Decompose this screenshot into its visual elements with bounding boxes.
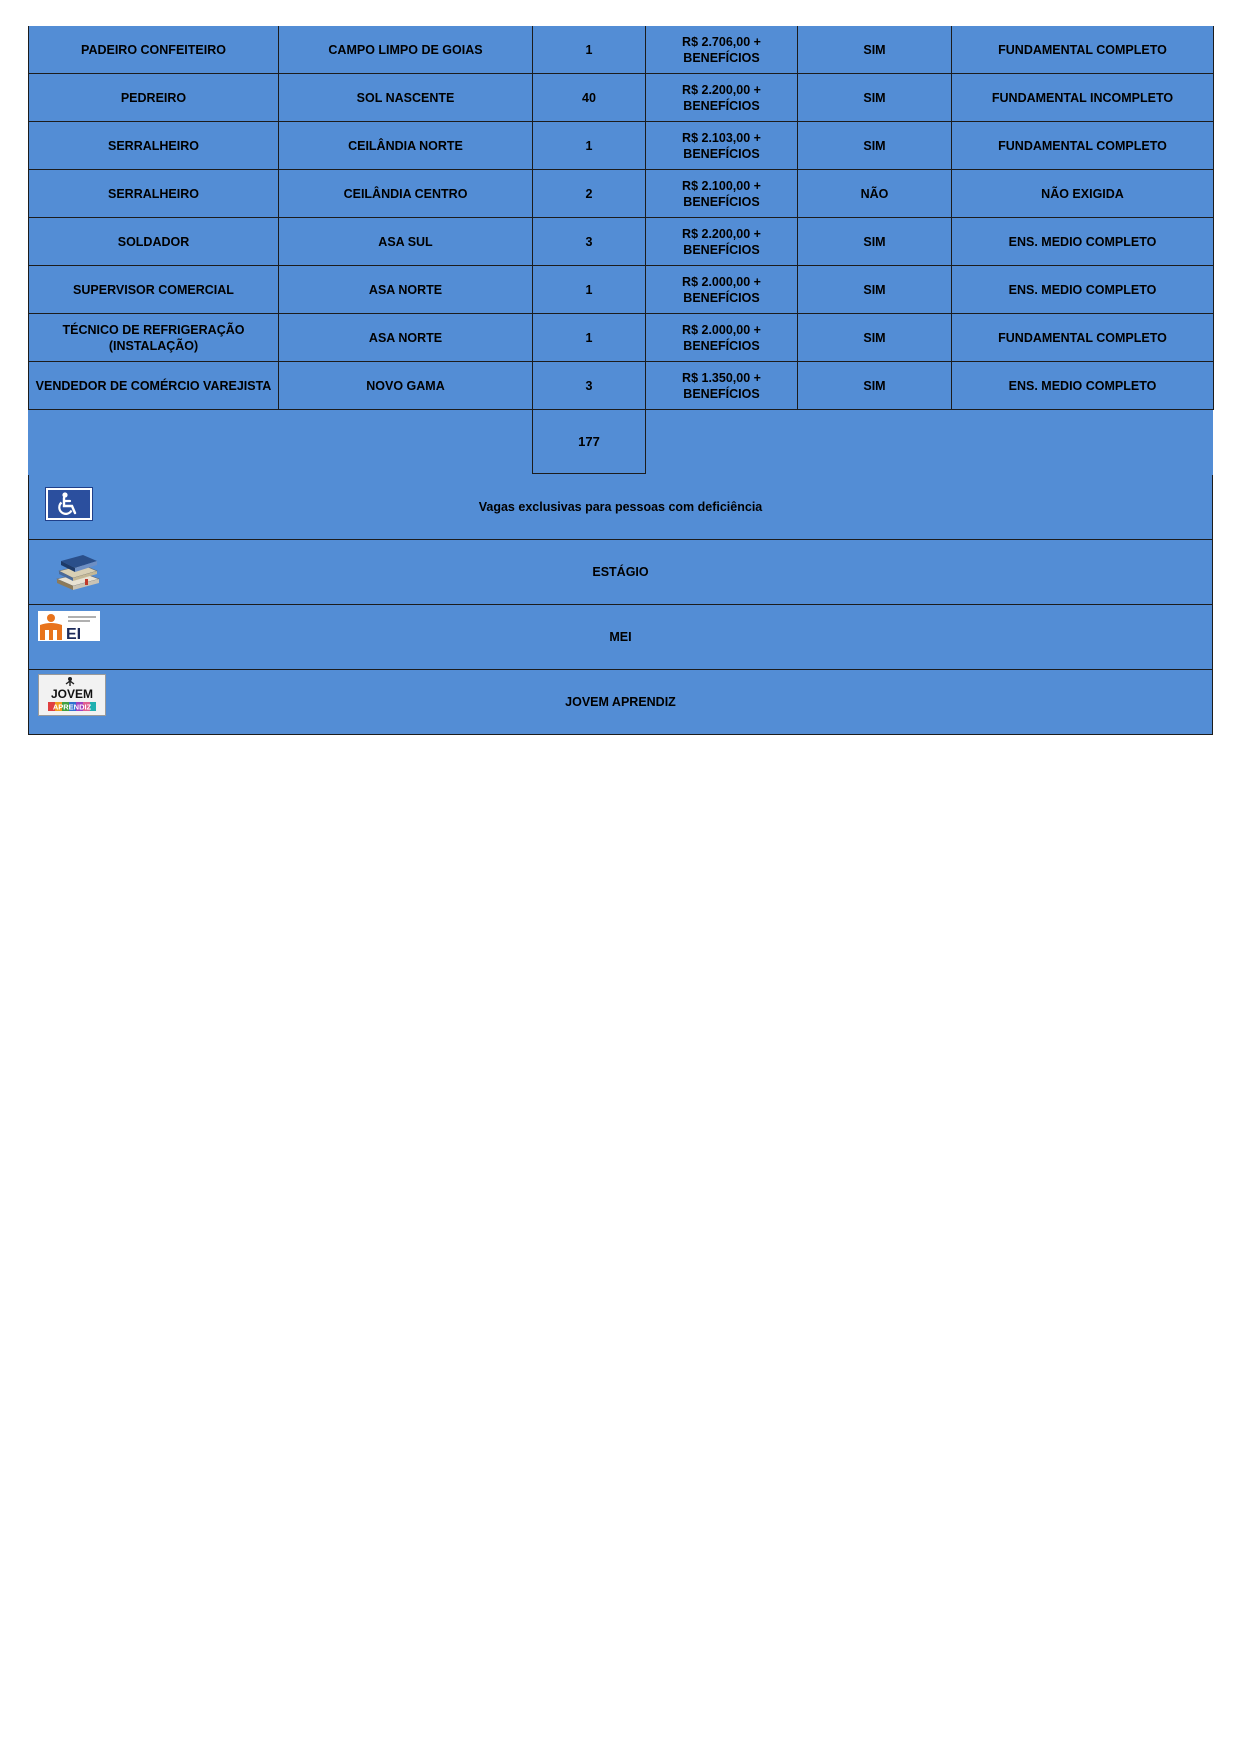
salario-text: BENEFÍCIOS [683, 386, 760, 401]
salario-cell [646, 362, 798, 410]
local-text: ASA SUL [378, 234, 433, 249]
salario-cell [646, 26, 798, 74]
jovem-aprendiz-logo-icon [38, 674, 106, 719]
cargo-text: SERRALHEIRO [108, 138, 199, 153]
experiencia-cell [798, 266, 952, 314]
legend-row-estagio [29, 540, 1212, 605]
salario-text: BENEFÍCIOS [683, 98, 760, 113]
mei-logo-text: EI [66, 626, 82, 641]
vagas-cell [533, 266, 646, 314]
vagas-text: 40 [582, 90, 596, 105]
salario-text: BENEFÍCIOS [683, 146, 760, 161]
escolaridade-text: FUNDAMENTAL INCOMPLETO [991, 90, 1174, 105]
escolaridade-text: ENS. MEDIO COMPLETO [1008, 378, 1157, 393]
salario-text: BENEFÍCIOS [683, 290, 760, 305]
escolaridade-cell [952, 26, 1214, 74]
salario-cell [646, 218, 798, 266]
experiencia-text: SIM [863, 282, 886, 297]
experiencia-cell [798, 74, 952, 122]
vagas-cell [533, 122, 646, 170]
experiencia-cell [798, 170, 952, 218]
salario-text: R$ 2.706,00 + [682, 34, 761, 49]
salario-text: BENEFÍCIOS [683, 242, 760, 257]
legend-label-estagio: ESTÁGIO [592, 565, 649, 579]
escolaridade-cell [952, 314, 1214, 362]
escolaridade-cell [952, 218, 1214, 266]
cargo-text: PADEIRO CONFEITEIRO [81, 42, 226, 57]
cargo-cell [29, 170, 279, 218]
cargo-text: TÉCNICO DE REFRIGERAÇÃO (INSTALAÇÃO) [62, 322, 245, 353]
legend-row-mei [29, 605, 1212, 670]
escolaridade-text: ENS. MEDIO COMPLETO [1008, 282, 1157, 297]
experiencia-cell [798, 314, 952, 362]
table-row [29, 170, 1214, 218]
cargo-cell [29, 314, 279, 362]
salario-text: BENEFÍCIOS [683, 338, 760, 353]
cargo-cell [29, 122, 279, 170]
jobs-table [28, 26, 1214, 410]
table-row [29, 362, 1214, 410]
books-icon [53, 549, 101, 594]
experiencia-text: SIM [863, 90, 886, 105]
salario-text: R$ 2.000,00 + [682, 322, 761, 337]
vagas-text: 3 [585, 234, 593, 249]
salario-text: R$ 2.100,00 + [682, 178, 761, 193]
escolaridade-cell [952, 266, 1214, 314]
escolaridade-cell [952, 74, 1214, 122]
escolaridade-text: FUNDAMENTAL COMPLETO [998, 330, 1167, 345]
cargo-cell [29, 74, 279, 122]
table-row [29, 266, 1214, 314]
vagas-cell [533, 362, 646, 410]
escolaridade-text: FUNDAMENTAL COMPLETO [998, 138, 1167, 153]
legend-row-pcd [29, 475, 1212, 540]
local-cell [279, 74, 533, 122]
experiencia-cell [798, 218, 952, 266]
local-cell [279, 26, 533, 74]
experiencia-text: SIM [863, 42, 886, 57]
experiencia-cell [798, 26, 952, 74]
vagas-cell [533, 218, 646, 266]
salario-text: BENEFÍCIOS [683, 50, 760, 65]
escolaridade-cell [952, 170, 1214, 218]
experiencia-text: NÃO [860, 186, 889, 201]
table-row [29, 122, 1214, 170]
salario-text: BENEFÍCIOS [683, 194, 760, 209]
local-text: CAMPO LIMPO DE GOIAS [328, 42, 483, 57]
salario-cell [646, 266, 798, 314]
experiencia-cell [798, 362, 952, 410]
vagas-cell [533, 170, 646, 218]
escolaridade-text: FUNDAMENTAL COMPLETO [998, 42, 1167, 57]
cargo-text: SUPERVISOR COMERCIAL [73, 282, 234, 297]
table-row [29, 26, 1214, 74]
cargo-cell [29, 362, 279, 410]
cargo-cell [29, 266, 279, 314]
experiencia-cell [798, 122, 952, 170]
salario-cell [646, 170, 798, 218]
local-cell [279, 362, 533, 410]
escolaridade-cell [952, 122, 1214, 170]
vagas-text: 1 [585, 282, 593, 297]
cargo-text: PEDREIRO [120, 90, 187, 105]
salario-text: R$ 2.103,00 + [682, 130, 761, 145]
local-text: NOVO GAMA [366, 378, 445, 393]
total-row [28, 410, 1213, 475]
experiencia-text: SIM [863, 378, 886, 393]
local-text: ASA NORTE [368, 282, 443, 297]
experiencia-text: SIM [863, 234, 886, 249]
local-text: SOL NASCENTE [356, 90, 455, 105]
mei-logo-icon [38, 611, 100, 644]
salario-text: R$ 2.200,00 + [682, 226, 761, 241]
wheelchair-icon [45, 487, 93, 524]
local-cell [279, 314, 533, 362]
aprendiz-logo-text: APRENDIZ [52, 702, 92, 712]
jovem-logo-text: JOVEM [50, 687, 94, 701]
jobs-table-body [29, 26, 1214, 410]
table-row [29, 218, 1214, 266]
salario-cell [646, 314, 798, 362]
salario-text: R$ 2.200,00 + [682, 82, 761, 97]
salario-text: R$ 2.000,00 + [682, 274, 761, 289]
legend-label-mei: MEI [609, 630, 632, 644]
cargo-cell [29, 218, 279, 266]
escolaridade-text: ENS. MEDIO COMPLETO [1008, 234, 1157, 249]
local-text: CEILÂNDIA CENTRO [343, 186, 468, 201]
cargo-text: SERRALHEIRO [108, 186, 199, 201]
vagas-text: 3 [585, 378, 593, 393]
legend-label-jovem-aprendiz: JOVEM APRENDIZ [565, 695, 676, 709]
legend-row-jovem-aprendiz [29, 670, 1212, 735]
legend [28, 475, 1213, 735]
vagas-text: 1 [585, 42, 593, 57]
local-cell [279, 170, 533, 218]
legend-label-pcd: Vagas exclusivas para pessoas com deficiência [478, 500, 763, 514]
local-cell [279, 218, 533, 266]
salario-text: R$ 1.350,00 + [682, 370, 761, 385]
experiencia-text: SIM [863, 330, 886, 345]
vagas-cell [533, 74, 646, 122]
table-row [29, 314, 1214, 362]
vagas-cell [533, 26, 646, 74]
total-vagas: 177 [532, 410, 646, 474]
salario-cell [646, 74, 798, 122]
local-cell [279, 266, 533, 314]
experiencia-text: SIM [863, 138, 886, 153]
vagas-text: 2 [585, 186, 593, 201]
local-text: ASA NORTE [368, 330, 443, 345]
vagas-cell [533, 314, 646, 362]
escolaridade-text: NÃO EXIGIDA [1041, 186, 1124, 201]
cargo-text: VENDEDOR DE COMÉRCIO VAREJISTA [35, 378, 272, 393]
salario-cell [646, 122, 798, 170]
local-cell [279, 122, 533, 170]
vagas-text: 1 [585, 138, 593, 153]
cargo-text: SOLDADOR [117, 234, 190, 249]
cargo-cell [29, 26, 279, 74]
vagas-text: 1 [585, 330, 593, 345]
table-row [29, 74, 1214, 122]
escolaridade-cell [952, 362, 1214, 410]
job-listing-sheet [28, 26, 1213, 735]
local-text: CEILÂNDIA NORTE [348, 138, 463, 153]
